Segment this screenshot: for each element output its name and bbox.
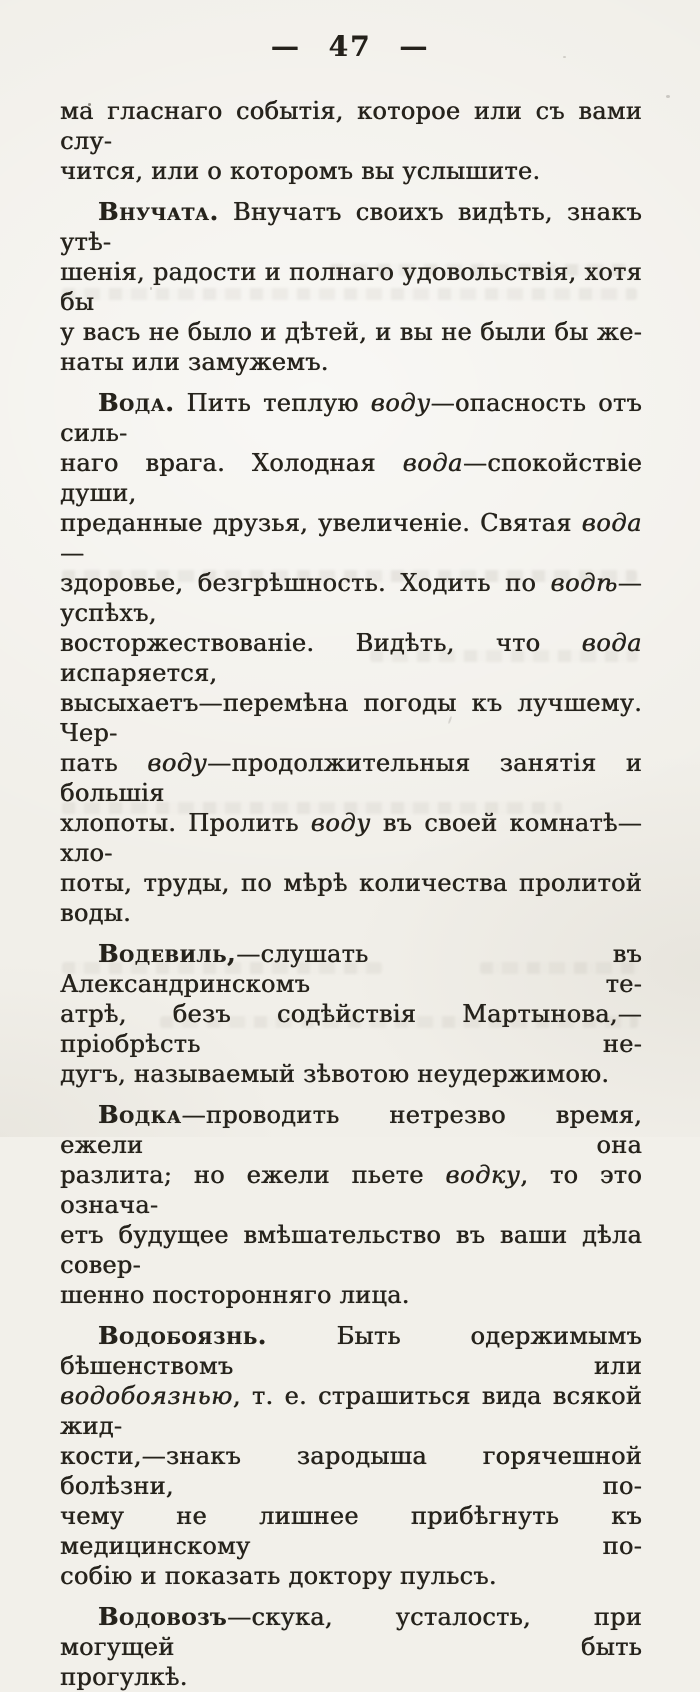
text-run: здоровье, безгрѣшность. Ходить по — [60, 569, 551, 597]
text-run: высыхаетъ—перемѣна погоды къ лучшему. Чер- — [60, 689, 642, 747]
entry-headword: Водобоязнь. — [98, 1321, 267, 1350]
text-run: преданные друзья, увеличеніе. Святая — [60, 509, 582, 537]
text-line — [60, 748, 642, 808]
text-line — [60, 1100, 642, 1160]
text-line — [60, 1602, 642, 1662]
text-line — [60, 1280, 642, 1310]
paragraph — [60, 96, 642, 186]
text-line — [60, 1059, 642, 1089]
text-line — [60, 808, 642, 868]
text-run: ма гласнаго событія, которое или съ вами слу- — [60, 97, 642, 155]
paragraph — [60, 1100, 642, 1310]
text-run: хлопоты. Пролить — [60, 809, 311, 837]
text-line — [60, 1321, 642, 1381]
paragraph — [60, 1602, 642, 1692]
text-line — [60, 347, 642, 377]
text-line — [60, 688, 642, 748]
text-run: прогулкѣ. — [60, 1663, 188, 1691]
italic-term: водобоязнью — [60, 1382, 233, 1410]
text-run: —продолжительныя занятія и большія — [60, 749, 643, 807]
entry-headword: Водовозъ — [98, 1602, 228, 1631]
text-run: шенія, радости и полнаго удовольствія, хотя бы — [60, 258, 642, 316]
text-run: чему не лишнее прибѣгнуть къ медицинскому по- — [60, 1502, 642, 1560]
italic-term: воду — [310, 809, 371, 837]
text-run: , т. е. страшиться вида всякой жид- — [60, 1382, 642, 1440]
text-line — [60, 568, 642, 628]
text-line — [60, 1662, 642, 1692]
text-run: , то это означа- — [60, 1161, 642, 1219]
text-run: восторжествованіе. Видѣть, что — [60, 629, 582, 657]
text-line — [60, 448, 642, 508]
text-run: пать — [60, 749, 148, 777]
text-line — [60, 939, 642, 999]
paragraph — [60, 1321, 642, 1591]
italic-term: водѣ — [550, 569, 618, 597]
text-run: —опасность отъ силь- — [60, 389, 642, 447]
ink-speck — [666, 95, 670, 98]
text-line — [60, 388, 642, 448]
text-run: Быть одержимымъ бѣшенствомъ или — [60, 1322, 642, 1380]
text-line — [60, 1561, 642, 1591]
entry-headword: Водка — [98, 1100, 182, 1129]
text-line — [60, 96, 642, 156]
text-run: етъ будущее вмѣшательство въ ваши дѣла совер- — [60, 1221, 642, 1279]
text-line — [60, 197, 642, 257]
text-run: чится, или о которомъ вы услышите. — [60, 157, 541, 185]
entry-headword: Внучата. — [98, 197, 219, 226]
paragraph — [60, 939, 642, 1089]
text-line — [60, 257, 642, 317]
text-run: Внучатъ своихъ видѣть, знакъ утѣ- — [60, 198, 642, 256]
text-line — [60, 508, 642, 568]
text-run: наты или замужемъ. — [60, 348, 329, 376]
entry-headword: Водевиль, — [98, 939, 237, 968]
text-run: испаряется, — [60, 659, 218, 687]
text-line — [60, 999, 642, 1059]
text-line — [60, 1220, 642, 1280]
text-line — [60, 1501, 642, 1561]
italic-term: воду — [370, 389, 431, 417]
text-run: Пить теплую — [174, 389, 371, 417]
text-run: кости,—знакъ зародыша горячешной болѣзни, по- — [60, 1442, 642, 1500]
text-run: шенно посторонняго лица. — [60, 1281, 410, 1309]
page-number-header: — 47 — — [270, 30, 430, 63]
italic-term: вода — [581, 629, 642, 657]
text-line — [60, 628, 642, 688]
text-line — [60, 1441, 642, 1501]
text-run: собію и показать доктору пульсъ. — [60, 1562, 497, 1590]
italic-term: вода — [581, 509, 642, 537]
italic-term: вода — [402, 449, 463, 477]
text-line — [60, 156, 642, 186]
text-run: разлита; но ежели пьете — [60, 1161, 446, 1189]
text-run: поты, труды, по мѣрѣ количества пролитой воды. — [60, 869, 642, 927]
italic-term: водку — [445, 1161, 521, 1189]
text-line — [60, 868, 642, 928]
text-run: — — [60, 539, 85, 567]
paragraph — [60, 197, 642, 377]
entry-headword: Вода. — [98, 388, 175, 417]
text-line — [60, 1160, 642, 1220]
text-run: —проводить нетрезво время, ежели она — [60, 1101, 642, 1159]
text-run: —слушать въ Александринскомъ те- — [60, 940, 642, 998]
text-run: —скука, усталость, при могущей быть — [60, 1603, 642, 1661]
text-run: —успѣхъ, — [60, 569, 642, 627]
italic-term: воду — [147, 749, 208, 777]
text-run: дугъ, называемый зѣвотою неудержимою. — [60, 1060, 610, 1088]
text-line — [60, 317, 642, 347]
paragraph — [60, 388, 642, 928]
text-run: въ своей комнатѣ—хло- — [60, 809, 642, 867]
text-run: —спокойствіе души, — [60, 449, 642, 507]
page-text — [60, 96, 642, 1692]
text-run: у васъ не было и дѣтей, и вы не были бы же- — [60, 318, 642, 346]
text-line — [60, 1381, 642, 1441]
text-run: наго врага. Холодная — [60, 449, 403, 477]
text-run: атрѣ, безъ содѣйствія Мартынова,—пріобрѣсть не- — [60, 1000, 642, 1058]
